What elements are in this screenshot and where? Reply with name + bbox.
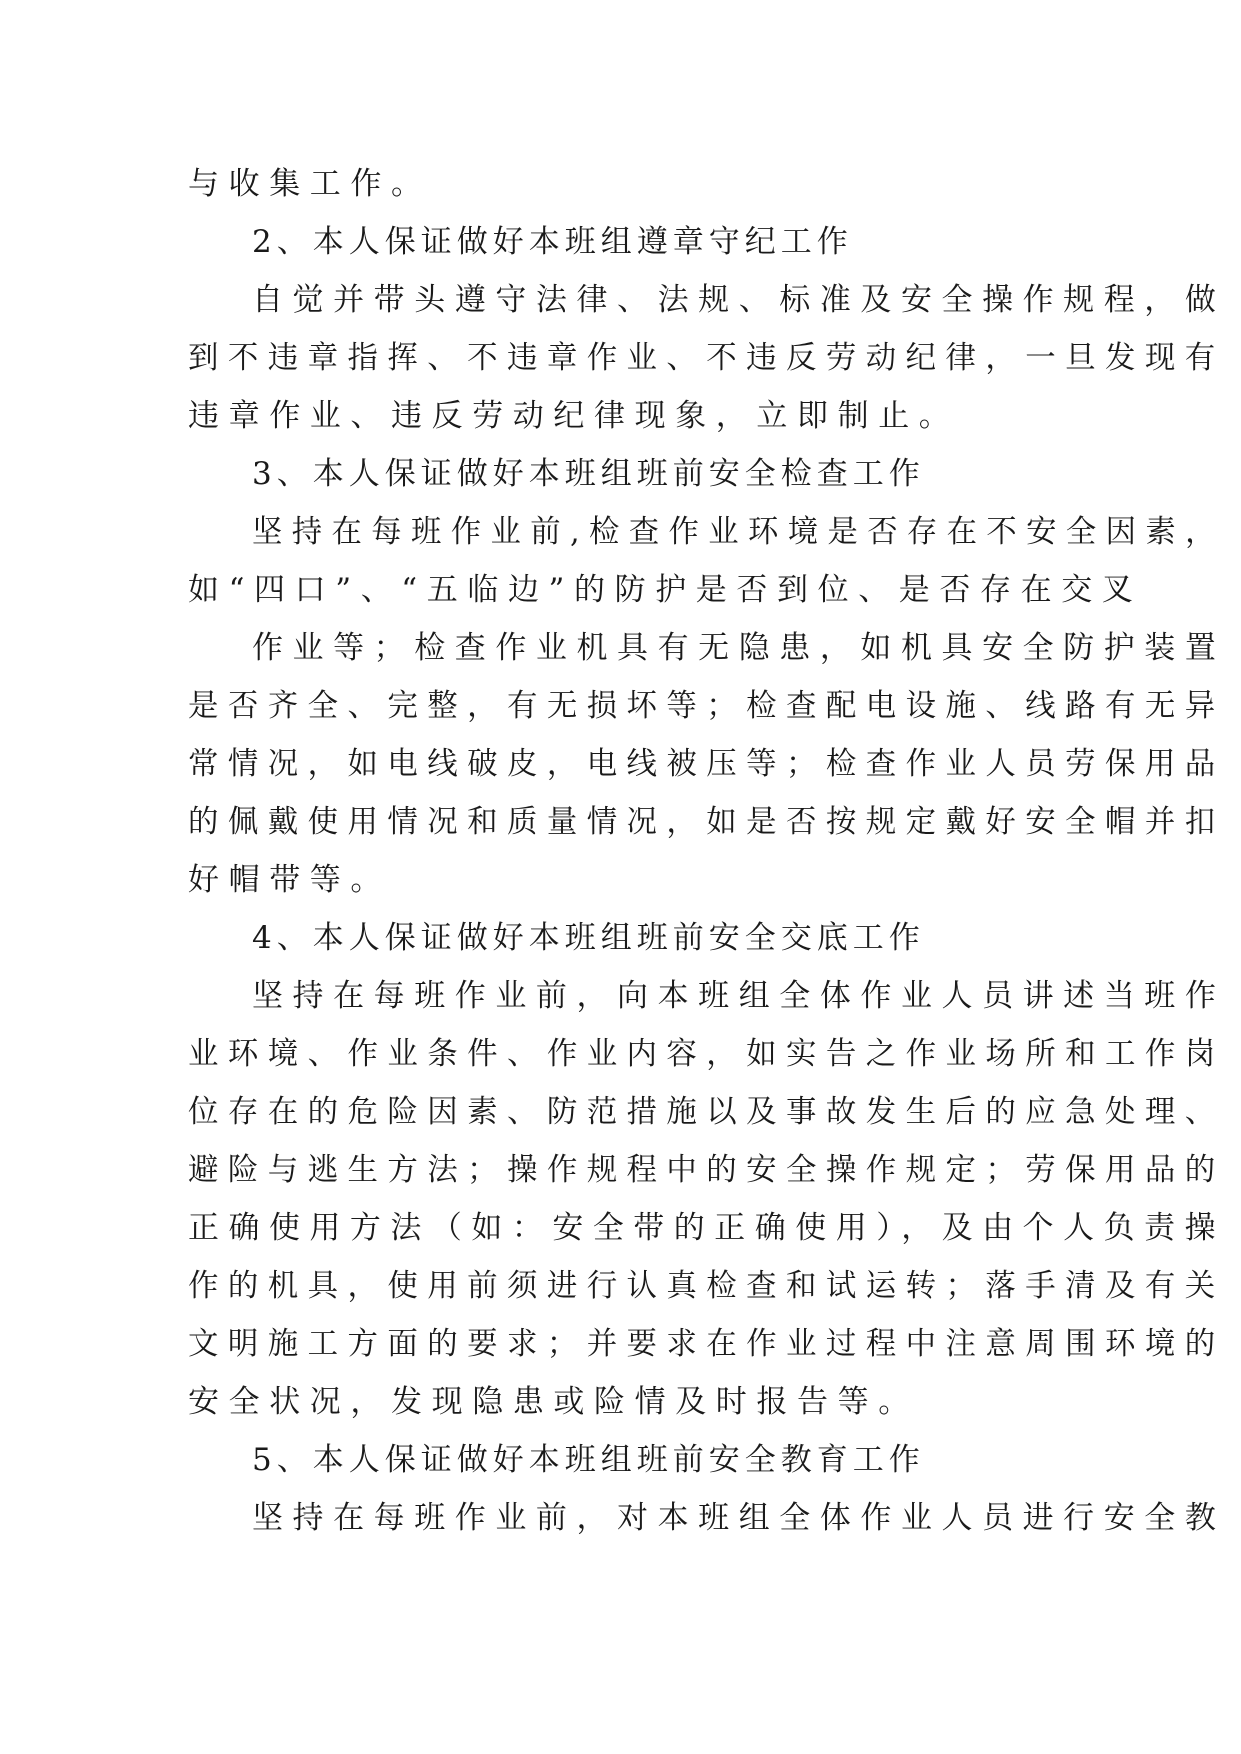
paragraph-line: 文明施工方面的要求；并要求在作业过程中注意周围环境的 [188, 1326, 1225, 1362]
paragraph-line: 到不违章指挥、不违章作业、不违反劳动纪律，一旦发现有 [188, 340, 1225, 376]
paragraph-line: 作业等；检查作业机具有无隐患，如机具安全防护装置 [252, 630, 1226, 666]
paragraph-line: 违章作业、违反劳动纪律现象，立即制止。 [188, 398, 960, 434]
paragraph-line: 的佩戴使用情况和质量情况，如是否按规定戴好安全帽并扣 [188, 804, 1225, 840]
paragraph-line: 避险与逃生方法；操作规程中的安全操作规定；劳保用品的 [188, 1152, 1225, 1188]
paragraph-line: 坚持在每班作业前,检查作业环境是否存在不安全因素， [252, 514, 1225, 550]
paragraph-line: 正确使用方法（如：安全带的正确使用），及由个人负责操 [188, 1210, 1226, 1246]
section-heading: 4、本人保证做好本班组班前安全交底工作 [252, 920, 925, 956]
paragraph-line: 自觉并带头遵守法律、法规、标准及安全操作规程，做 [252, 282, 1226, 318]
section-heading: 3、本人保证做好本班组班前安全检查工作 [252, 456, 925, 492]
paragraph-line: 与收集工作。 [188, 166, 432, 202]
paragraph-line: 安全状况，发现隐患或险情及时报告等。 [188, 1384, 919, 1420]
paragraph-line: 坚持在每班作业前，向本班组全体作业人员讲述当班作 [252, 978, 1226, 1014]
paragraph-line: 业环境、作业条件、作业内容，如实告之作业场所和工作岗 [188, 1036, 1225, 1072]
paragraph-line: 作的机具，使用前须进行认真检查和试运转；落手清及有关 [188, 1268, 1225, 1304]
section-heading: 5、本人保证做好本班组班前安全教育工作 [252, 1442, 925, 1478]
paragraph-line: 坚持在每班作业前，对本班组全体作业人员进行安全教 [252, 1500, 1226, 1536]
section-heading: 2、本人保证做好本班组遵章守纪工作 [252, 224, 853, 260]
paragraph-line: 如“四口”、“五临边”的防护是否到位、是否存在交叉 [188, 572, 1143, 608]
paragraph-line: 是否齐全、完整，有无损坏等；检查配电设施、线路有无异 [188, 688, 1225, 724]
paragraph-line: 好帽带等。 [188, 862, 391, 898]
paragraph-line: 常情况，如电线破皮，电线被压等；检查作业人员劳保用品 [188, 746, 1225, 782]
paragraph-line: 位存在的危险因素、防范措施以及事故发生后的应急处理、 [188, 1094, 1225, 1130]
